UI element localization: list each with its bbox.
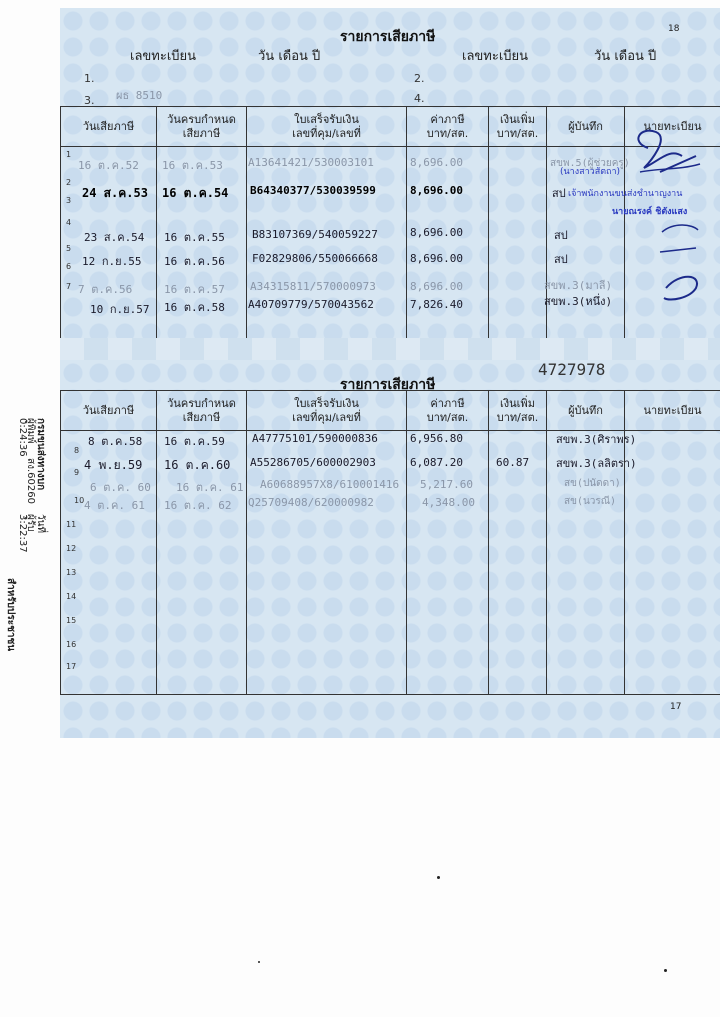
tax-amount: 6,087.20 [410,456,463,469]
header-tax-amount: ค่าภาษี บาท/สต. [407,107,489,147]
due-date: 16 ต.ค.53 [162,159,223,172]
tax-date: 12 ก.ย.55 [82,255,142,268]
registration-label-left: เลขทะเบียน [130,49,197,64]
header-receipt: ใบเสร็จรับเงิน เลขที่คุม/เลขที่ [247,107,407,147]
tax-date: 4 พ.ย.59 [84,458,143,472]
tax-date: 10 ก.ย.57 [90,303,150,316]
tax-record-card-top [60,8,720,338]
header-due-date: วันครบกำหนด เสียภาษี [157,391,247,431]
recorder: สขพ.3(ศิราพร) [556,433,637,446]
header-due-date: วันครบกำหนด เสียภาษี [157,107,247,147]
reg-entry-number: 4. [414,92,425,105]
scan-speck [664,969,667,972]
row-number: 5 [66,244,72,253]
header-extra-amount: เงินเพิ่ม บาท/สต. [489,107,547,147]
tax-date: 16 ต.ค.52 [78,159,139,172]
header-recorder: ผู้บันทึก [547,391,625,431]
tax-date: 23 ส.ค.54 [84,231,145,244]
header-extra-amount: เงินเพิ่ม บาท/สต. [489,391,547,431]
row-number: 12 [66,544,77,553]
date-label-left: วัน เดือน ปี [258,49,321,64]
due-date: 16 ต.ค.54 [162,186,229,200]
page-number: 18 [668,24,680,34]
tax-amount: 8,696.00 [410,226,463,239]
row-number: 1 [66,150,72,159]
tax-amount: 8,696.00 [410,252,463,265]
row-number: 10 [74,496,85,505]
due-date: 16 ต.ค.56 [164,255,225,268]
extra-amount: 60.87 [496,456,530,469]
due-date: 16 ต.ค. 61 [176,481,244,494]
receipt-number: A34315811/570000973 [250,280,376,293]
reg-entry-number: 1. [84,72,95,85]
receipt-number: A55286705/600002903 [250,456,376,469]
row-number: 2 [66,178,72,187]
reg-entry-number: 2. [414,72,425,85]
tax-date: 6 ต.ค. 60 [90,481,151,494]
registration-label-right: เลขทะเบียน [462,49,529,64]
header-receipt: ใบเสร็จรับเงิน เลขที่คุม/เลขที่ [247,391,407,431]
slip-line: ผู้พิมพ์ [25,418,36,444]
recorder: สข(ปนัดดา) [564,478,621,489]
row-number: 6 [66,262,72,271]
recorder: สข(นวรณี) [564,496,617,507]
page-number: 17 [670,702,682,712]
tax-date: 8 ต.ค.58 [88,435,143,448]
row-number: 15 [66,616,77,625]
registrar-signature-icon [600,112,710,312]
due-date: 16 ต.ค.60 [164,458,231,472]
receipt-number: A13641421/530003101 [248,156,374,169]
row-number: 7 [66,282,72,291]
recorder: สขพ.5(ผู้ช่วยครู) [550,158,630,169]
side-receipt-slip [4,418,56,668]
tax-amount: 4,348.00 [422,496,475,509]
due-date: 16 ต.ค. 62 [164,499,232,512]
receipt-number: B64340377/530039599 [250,184,376,197]
header-tax-date: วันเสียภาษี [61,107,157,147]
tax-amount: 5,217.60 [420,478,473,491]
slip-line: 3:22:37 [17,514,28,553]
reg-entry-value: ผธ 8510 [116,89,163,102]
row-number: 14 [66,592,77,601]
recorder: สป [552,187,566,200]
receipt-number: B83107369/540059227 [252,228,378,241]
slip-line: สง.60260 [25,458,36,504]
row-number: 3 [66,196,72,205]
date-label-right: วัน เดือน ปี [594,49,657,64]
card-title: รายการเสียภาษี [340,377,436,393]
tax-date: 7 ต.ค.56 [78,283,133,296]
serial-number: 4727978 [538,360,606,379]
tax-amount: 8,696.00 [410,156,463,169]
officer-stamp: (นางสาวสัตถา) [560,167,621,177]
receipt-number: A40709779/570043562 [248,298,374,311]
tax-amount: 8,696.00 [410,280,463,293]
header-recorder: ผู้บันทึก [547,107,625,147]
page-gap [60,338,720,360]
tax-amount: 7,826.40 [410,298,463,311]
row-number: 4 [66,218,72,227]
tax-date: 4 ต.ค. 61 [84,499,145,512]
recorder: สป [554,253,568,266]
due-date: 16 ต.ค.59 [164,435,225,448]
row-number: 11 [66,520,77,529]
row-number: 8 [74,446,80,455]
recorder: สขพ.3(มาลี) [544,279,613,292]
row-number: 9 [74,468,80,477]
officer-stamp: เจ้าพนักงานขนส่งชำนาญงาน [568,189,683,199]
officer-stamp: นายณรงค์ ชิตังแสง [612,207,688,217]
tax-date: 24 ส.ค.53 [82,186,148,200]
header-registrar: นายทะเบียน [625,391,720,431]
reg-entry-number: 3. [84,94,95,107]
header-tax-date: วันเสียภาษี [61,391,157,431]
recorder: สขพ.3(หนึ่ง) [544,295,613,308]
slip-line: กรมขนส่งทางบก [35,418,46,491]
header-registrar: นายทะเบียน [625,107,720,147]
receipt-number: F02829806/550066668 [252,252,378,265]
recorder: สป [554,229,568,242]
card-title: รายการเสียภาษี [340,29,436,45]
receipt-number: A60688957X8/610001416 [260,478,400,491]
receipt-number: Q25709408/620000982 [248,496,374,509]
receipt-number: A47775101/590000836 [252,432,378,445]
slip-line: 0:24:36 [17,418,28,457]
slip-line: วันที่ [35,514,46,534]
tax-amount: 8,696.00 [410,184,463,197]
due-date: 16 ต.ค.58 [164,301,225,314]
row-number: 16 [66,640,77,649]
scan-speck [437,876,440,879]
due-date: 16 ต.ค.57 [164,283,225,296]
scan-speck [258,961,260,963]
tax-record-card-bottom [60,360,720,738]
row-number: 13 [66,568,77,577]
tax-amount: 6,956.80 [410,432,463,445]
recorder: สขพ.3(ลลิตรา) [556,457,637,470]
row-number: 17 [66,662,77,671]
due-date: 16 ต.ค.55 [164,231,225,244]
header-tax-amount: ค่าภาษี บาท/สต. [407,391,489,431]
slip-line: ผู้รับ [25,514,36,532]
slip-line: สำหรับประชาชน [5,578,16,652]
